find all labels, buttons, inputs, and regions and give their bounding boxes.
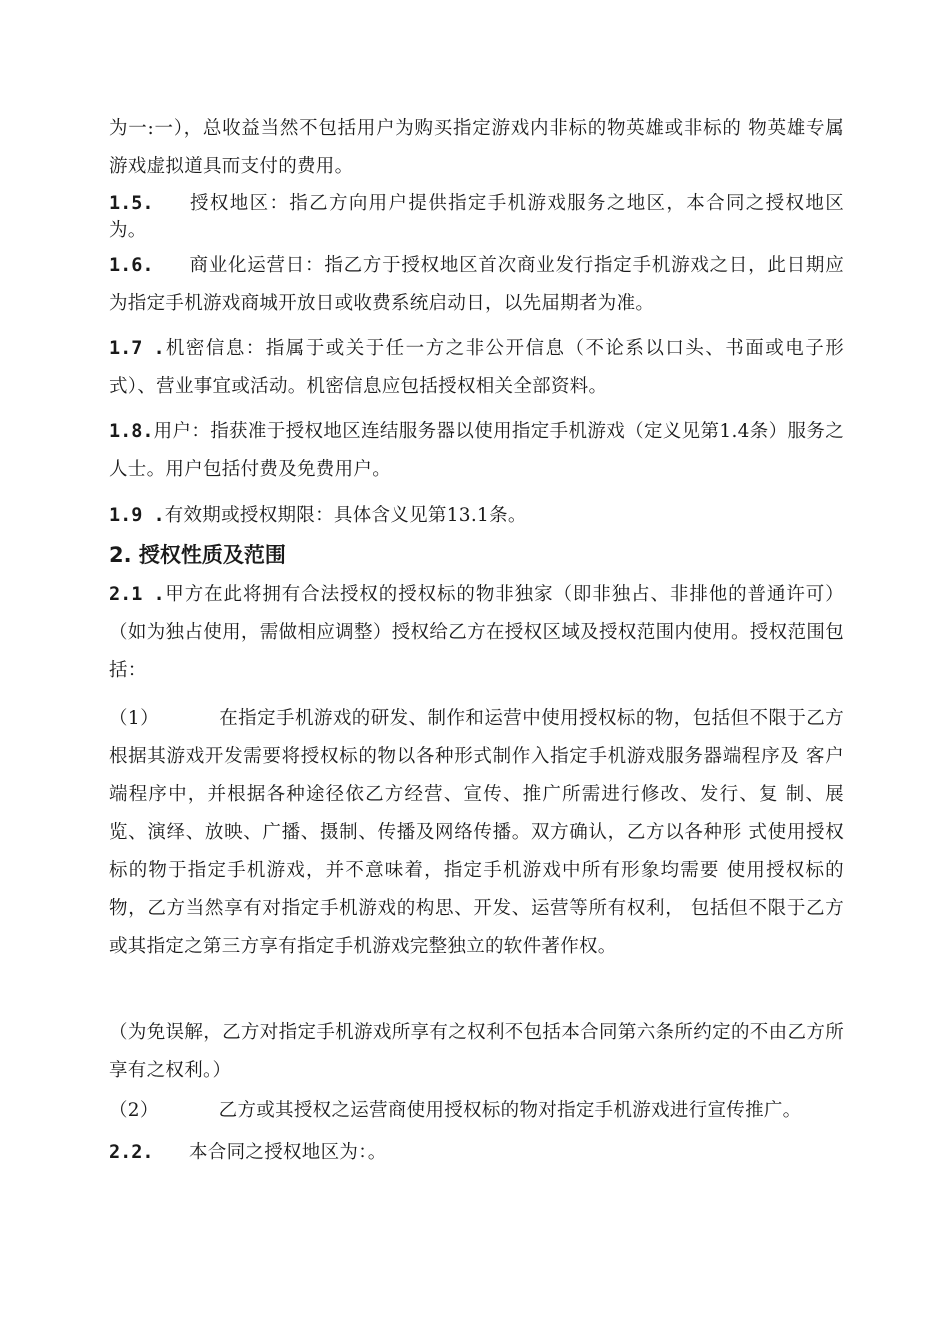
clause-text: 机密信息：指属于或关于任一方之非公开信息（不论系以口头、书面或电子形 式）、营业事宜或活动。机密信息应包括授权相关全部资料。 bbox=[109, 338, 844, 397]
clause-1-8 bbox=[109, 413, 844, 489]
clause-number: 1.5. bbox=[109, 193, 154, 214]
section-heading-2: 2. 授权性质及范围 bbox=[109, 543, 286, 567]
clause-text: 用户：指获准于授权地区连结服务器以使用指定手机游戏（定义见第1.4条）服务之人士。用户包括付费及免费用户。 bbox=[109, 421, 844, 480]
clause-1-7 bbox=[109, 330, 844, 406]
clause-text: 授权地区：指乙方向用户提供指定手机游戏服务之地区，本合同之授权地区 为。 bbox=[109, 193, 844, 241]
list-item-text: 乙方或其授权之运营商使用授权标的物对指定手机游戏进行宣传推广。 bbox=[218, 1100, 802, 1121]
clause-2-1 bbox=[109, 576, 844, 690]
clause-1-9 bbox=[109, 497, 844, 535]
clause-number: 1.7 . bbox=[109, 338, 165, 359]
paragraph-intro bbox=[109, 110, 844, 186]
clause-2-2 bbox=[109, 1134, 844, 1172]
list-item-text: 在指定手机游戏的研发、制作和运营中使用授权标的物，包括但不限于乙方 根据其游戏开发需要将授权标的物以各种形式制作入指定手机游戏服务器端程序及 客户端程序中，并根据各种途径依乙方经营、宣传、推广所需进行修改、发行、复 制、展览、演绎、放映、广播、摄制、传播及网络传播。双方确认，乙方以各种形 式使用授权标的物于指定手机游戏，并不意味着，指定手机游戏中所有形象均需要 使用授权标的物，乙方当然享有对指定手机游戏的构思、开发、运营等所有权利， 包括但不限于乙方或其指定之第三方享有指定手机游戏完整独立的软件著作权。 bbox=[109, 708, 845, 957]
list-item-label: （2） bbox=[109, 1100, 159, 1121]
list-item-label: （1） bbox=[109, 708, 160, 729]
clause-number: 2.2. bbox=[109, 1142, 154, 1163]
clause-text: 商业化运营日：指乙方于授权地区首次商业发行指定手机游戏之日，此日期应 为指定手机游戏商城开放日或收费系统启动日，以先届期者为准。 bbox=[109, 255, 844, 314]
clause-number: 1.9 . bbox=[109, 505, 165, 526]
clause-text: 本合同之授权地区为：。 bbox=[189, 1142, 387, 1163]
clause-number: 1.8. bbox=[109, 421, 154, 442]
clause-1-5 bbox=[109, 190, 844, 244]
clause-text: 甲方在此将拥有合法授权的授权标的物非独家（即非独占、非排他的普通许可）（如为独占使用，需做相应调整）授权给乙方在授权区域及授权范围内使用。授权范围包括： bbox=[109, 584, 844, 681]
note-text: （为免误解，乙方对指定手机游戏所享有之权利不包括本合同第六条所约定的不由乙方所享有之权利。） bbox=[109, 1022, 844, 1081]
list-item-2 bbox=[109, 1092, 844, 1130]
clause-1-6 bbox=[109, 247, 844, 323]
paragraph-text: 为一:一），总收益当然不包括用户为购买指定游戏内非标的物英雄或非标的 物英雄专属游戏虚拟道具而支付的费用。 bbox=[109, 118, 844, 177]
note-paragraph bbox=[109, 1014, 844, 1090]
list-item-1 bbox=[109, 700, 844, 966]
clause-text: 有效期或授权期限：具体含义见第13.1条。 bbox=[164, 505, 527, 526]
clause-number: 1.6. bbox=[109, 255, 154, 276]
clause-number: 2.1 . bbox=[109, 584, 165, 605]
